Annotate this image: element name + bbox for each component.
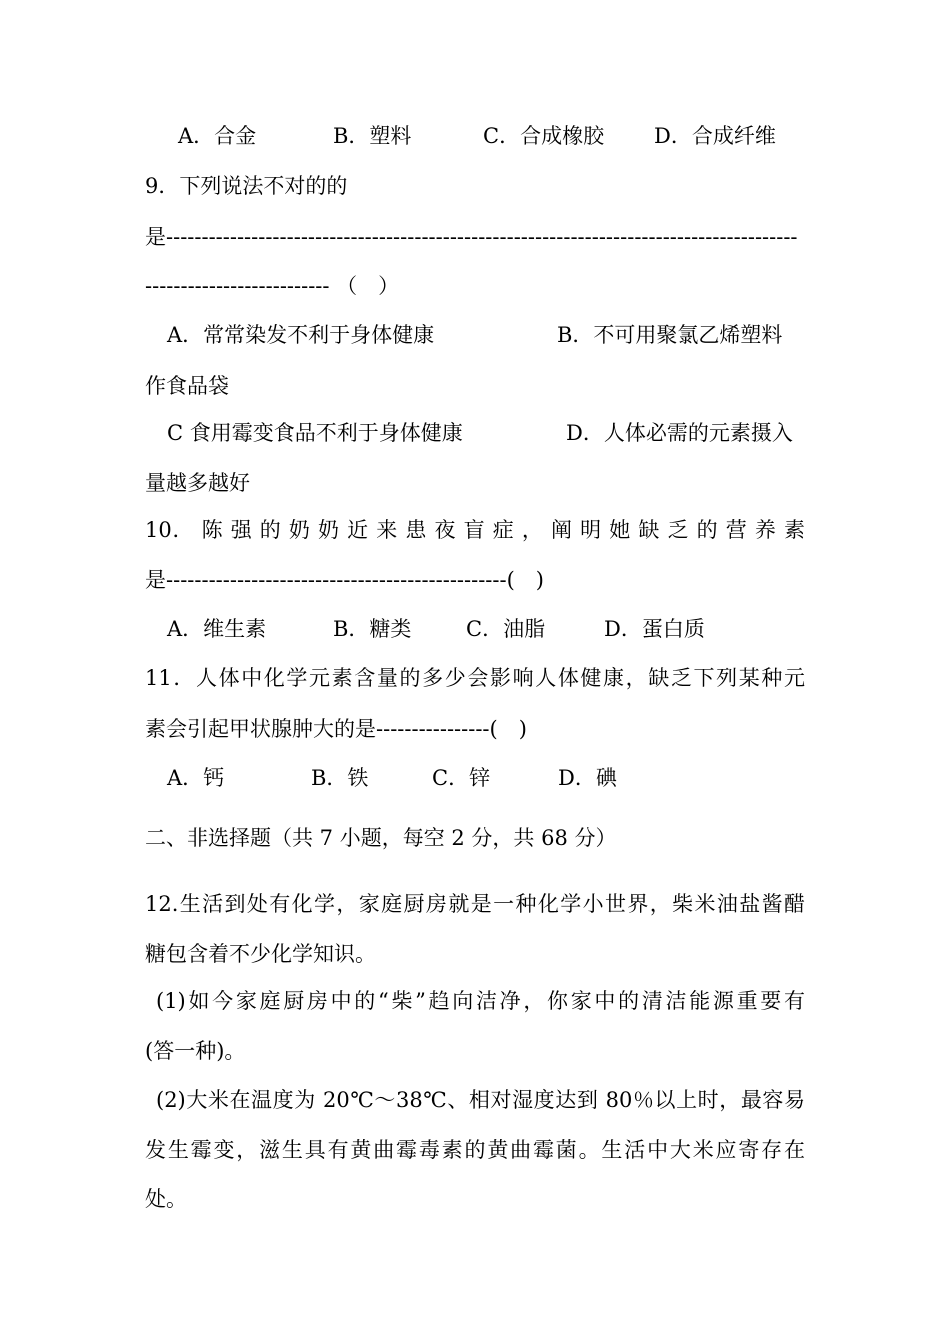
q12-stem: 12.生活到处有化学，家庭厨房就是一种化学小世界，柴米油盐酱醋 xyxy=(145,892,805,916)
q9-option-d: D．人体必需的元素摄入 xyxy=(566,421,793,445)
q11-stem-line2: 素会引起甲状腺肿大的是----------------( ) xyxy=(145,717,527,741)
q9-stem-line2: 是----------------------------------------------------------------------------------------- xyxy=(145,227,798,248)
q9-option-b-cont: 作食品袋 xyxy=(145,374,229,398)
q11-option-d: D．碘 xyxy=(558,766,617,790)
q8-option-a: A．合金 xyxy=(178,124,257,148)
q10-option-a: A．维生素 xyxy=(167,617,267,641)
q10-option-c: C．油脂 xyxy=(466,617,546,641)
section-heading: 二、非选择题（共 7 小题，每空 2 分，共 68 分） xyxy=(145,826,617,850)
q8-option-d: D．合成纤维 xyxy=(654,124,776,148)
q8-option-b: B．塑料 xyxy=(333,124,412,148)
q8-option-c: C．合成橡胶 xyxy=(483,124,605,148)
q10-option-b: B．糖类 xyxy=(333,617,412,641)
q12-part-1-cont: (答一种)。 xyxy=(145,1039,246,1063)
q10-stem-line2: 是------------------------------------------------( ) xyxy=(145,568,544,592)
q12-part-2-end: 处。 xyxy=(145,1187,187,1211)
q12-stem-line2: 糖包含着不少化学知识。 xyxy=(145,942,376,966)
q12-part-2: (2)大米在温度为 20℃～38℃、相对湿度达到 80％以上时，最容易 xyxy=(156,1088,805,1112)
q9-answer-blank: -------------------------- （ ） xyxy=(145,274,400,298)
q11-option-c: C．锌 xyxy=(432,766,491,790)
q9-option-b: B．不可用聚氯乙烯塑料 xyxy=(557,323,783,347)
q12-part-1: (1)如今家庭厨房中的“柴”趋向洁净，你家中的清洁能源重要有 xyxy=(156,989,805,1013)
q10-stem: 10． 陈 强 的 奶 奶 近 来 患 夜 盲 症 ， 阐 明 她 缺 乏 的 营 养 素 xyxy=(145,518,805,542)
q9-option-d-cont: 量越多越好 xyxy=(145,471,250,495)
q11-stem: 11．人体中化学元素含量的多少会影响人体健康，缺乏下列某种元 xyxy=(145,666,805,690)
q9-option-c: C 食用霉变食品不利于身体健康 xyxy=(167,421,463,445)
q12-part-2-cont: 发生霉变，滋生具有黄曲霉毒素的黄曲霉菌。生活中大米应寄存在 xyxy=(145,1138,805,1162)
q11-option-a: A．钙 xyxy=(167,766,225,790)
q10-option-d: D．蛋白质 xyxy=(604,617,705,641)
q9-option-a: A．常常染发不利于身体健康 xyxy=(167,323,435,347)
q9-stem: 9．下列说法不对的的 xyxy=(145,174,348,198)
q11-option-b: B．铁 xyxy=(311,766,369,790)
